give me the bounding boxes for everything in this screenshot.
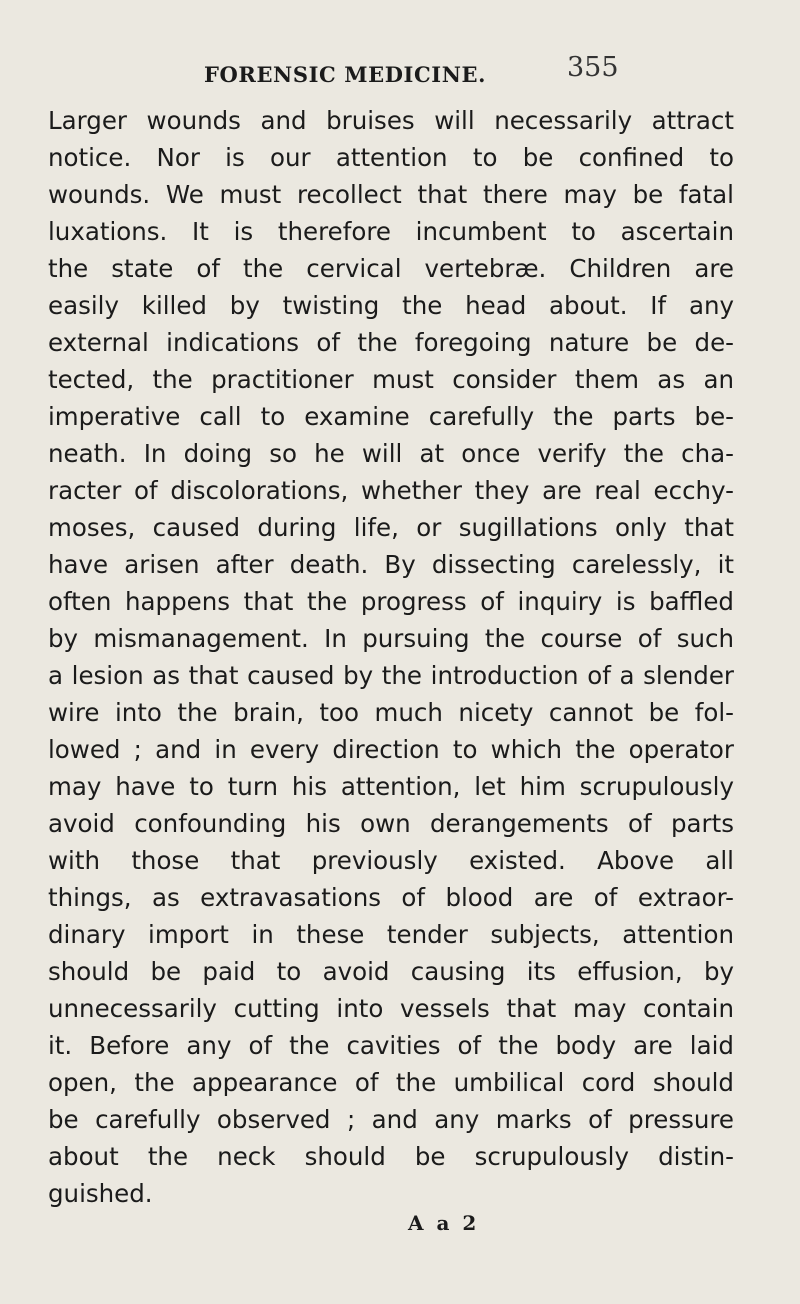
running-title: FORENSIC MEDICINE.: [204, 62, 487, 87]
text-line: often happens that the progress of inquiry is baffled: [48, 587, 734, 616]
running-head: [0, 52, 800, 92]
page-number: 355: [567, 52, 619, 83]
text-line: imperative call to examine carefully the parts be-: [48, 402, 734, 431]
text-line: by mismanagement. In pursuing the course of such: [48, 624, 734, 653]
body-paragraph: [48, 102, 734, 1212]
text-line: may have to turn his attention, let him scrupulously: [48, 772, 734, 801]
text-line: things, as extravasations of blood are of extraor-: [48, 883, 734, 912]
text-line: moses, caused during life, or sugillations only that: [48, 513, 734, 542]
text-line: be carefully observed ; and any marks of pressure: [48, 1105, 734, 1134]
text-line: easily killed by twisting the head about. If any: [48, 291, 734, 320]
text-line: tected, the practitioner must consider them as an: [48, 365, 734, 394]
text-line: avoid confounding his own derangements of parts: [48, 809, 734, 838]
text-line: a lesion as that caused by the introduction of a slender: [48, 661, 734, 690]
text-line: Larger wounds and bruises will necessarily attract: [48, 106, 734, 135]
text-line: lowed ; and in every direction to which the operator: [48, 735, 734, 764]
text-line: guished.: [48, 1179, 153, 1208]
text-line: wounds. We must recollect that there may be fatal: [48, 180, 734, 209]
text-line: have arisen after death. By dissecting carelessly, it: [48, 550, 734, 579]
text-line: open, the appearance of the umbilical cord should: [48, 1068, 734, 1097]
text-line: should be paid to avoid causing its effusion, by: [48, 957, 734, 986]
text-line: racter of discolorations, whether they are real ecchy-: [48, 476, 734, 505]
text-line: unnecessarily cutting into vessels that may contain: [48, 994, 734, 1023]
text-line: luxations. It is therefore incumbent to ascertain: [48, 217, 734, 246]
text-line: with those that previously existed. Above all: [48, 846, 734, 875]
signature-mark: A a 2: [408, 1211, 480, 1235]
text-line: the state of the cervical vertebræ. Children are: [48, 254, 734, 283]
text-line: wire into the brain, too much nicety cannot be fol-: [48, 698, 734, 727]
text-line: notice. Nor is our attention to be confined to: [48, 143, 734, 172]
text-line: dinary import in these tender subjects, attention: [48, 920, 734, 949]
text-line: neath. In doing so he will at once verify the cha-: [48, 439, 734, 468]
text-line: about the neck should be scrupulously distin-: [48, 1142, 734, 1171]
text-line: it. Before any of the cavities of the body are laid: [48, 1031, 734, 1060]
text-line: external indications of the foregoing nature be de-: [48, 328, 734, 357]
